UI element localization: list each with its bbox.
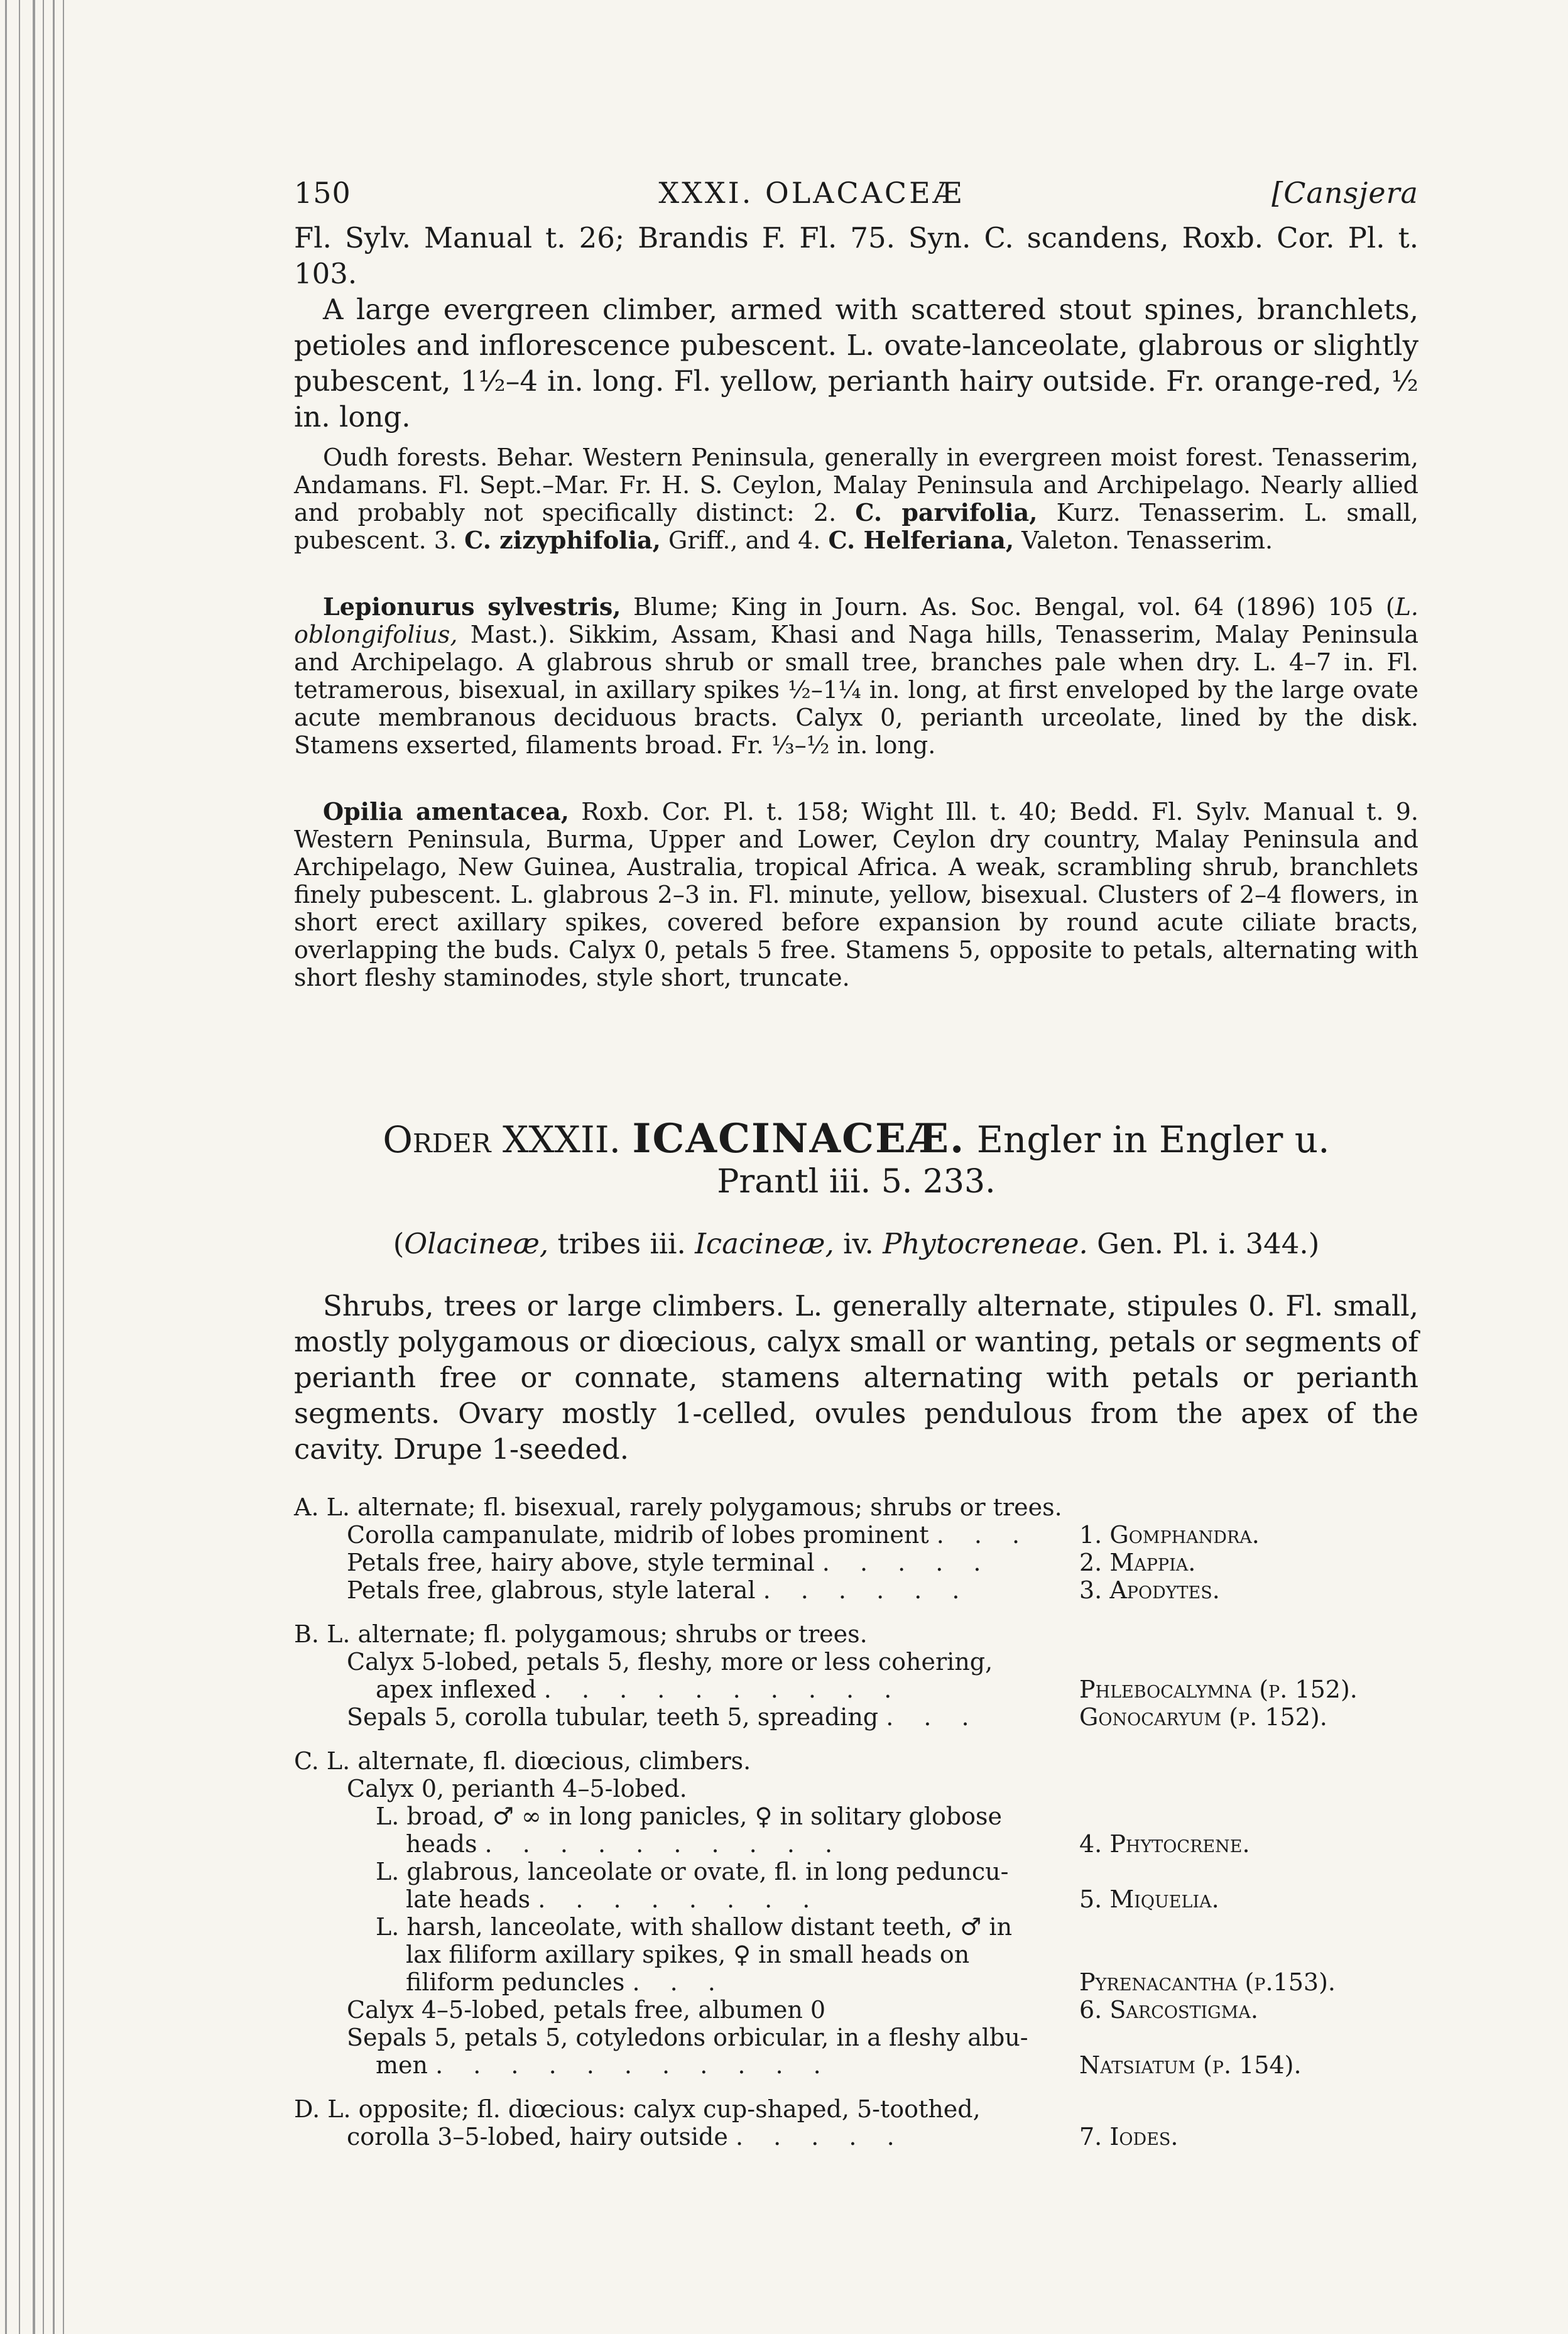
key-row-text: Calyx 5-lobed, petals 5, fleshy, more or less cohering, [347, 1648, 993, 1676]
running-header [294, 176, 1418, 220]
cansjera-distribution: Oudh forests. Behar. Western Peninsula, generally in evergreen moist forest. Tenasserim, Andamans. Fl. Sept.–Mar. Fr. H. S. Ceylon, Malay Peninsula and Archipelago. Nearly allied and probably not specifically distinct: 2. C. parvifolia, Kurz. Tenasserim. L. small, pubescent. 3. C. zizyphifolia, Griff., and 4. C. Helferiana, Valeton. Tenasserim. [294, 444, 1418, 554]
cansjera-account [294, 220, 1418, 554]
key-row: men . . . . . . . . . . . Natsiatum (p. 154). [376, 2051, 1302, 2079]
cansjera-refs: Fl. Sylv. Manual t. 26; Brandis F. Fl. 75. Syn. C. scandens, Roxb. Cor. Pl. t. 103. [294, 221, 1418, 290]
key-row: late heads . . . . . . . . 5. Miquelia. [406, 1885, 1219, 1913]
gutter-line [19, 0, 20, 2334]
key-row-text: L. harsh, lanceolate, with shallow distant teeth, ♂ in [376, 1913, 1013, 1941]
key-row: Petals free, glabrous, style lateral . . . . . . 3. Apodytes. [347, 1576, 1220, 1604]
genus-key [294, 1493, 1418, 2151]
key-row-text: L. glabrous, lanceolate or ovate, fl. in long peduncu- [376, 1858, 1009, 1885]
gutter-line [43, 0, 44, 2334]
order-label: Order XXXII. [383, 1118, 621, 1161]
scan-gutter [0, 0, 69, 2334]
key-row-text: Sepals 5, petals 5, cotyledons orbicular, in a fleshy albu- [347, 2024, 1028, 2051]
cansjera-description: A large evergreen climber, armed with scattered stout spines, branchlets, petioles and inflorescence pubescent. L. ovate-lanceolate, glabrous or slightly pubescent, 1½–4 in. long. Fl. yellow, perianth hairy outside. Fr. orange-red, ½ in. long. [294, 293, 1418, 434]
key-row: filiform peduncles . . . Pyrenacantha (p.153). [406, 1968, 1336, 1996]
key-group-b [294, 1620, 1418, 1731]
gutter-line [63, 0, 64, 2334]
page [294, 176, 1418, 2151]
key-row: apex inflexed . . . . . . . . . . Phlebocalymna (p. 152). [376, 1676, 1358, 1703]
key-group-d [294, 2095, 1418, 2151]
key-c-head: C. L. alternate, fl. diœcious, climbers. [294, 1747, 751, 1775]
lepionurus-paragraph: Lepionurus sylvestris, Blume; King in Journ. As. Soc. Bengal, vol. 64 (1896) 105 (L. oblongifolius, Mast.). Sikkim, Assam, Khasi and Naga hills, Tenasserim, Malay Peninsula and Archipelago. A glabrous shrub or small tree, branches pale when dry. L. 4–7 in. Fl. tetramerous, bisexual, in axillary spikes ½–1¼ in. long, at first enveloped by the large ovate acute membranous deciduous bracts. Calyx 0, perianth urceolate, lined by the disk. Stamens exserted, filaments broad. Fr. ⅓–½ in. long. [294, 592, 1419, 759]
gutter-line [5, 0, 7, 2334]
key-group-c [294, 1747, 1418, 2079]
key-group-a [294, 1493, 1418, 1604]
order-synonymy: (Olacineæ, tribes iii. Icacineæ, iv. Phytocreneae. Gen. Pl. i. 344.) [393, 1227, 1320, 1260]
key-row: corolla 3–5-lobed, hairy outside . . . . . 7. Iodes. [347, 2123, 1179, 2151]
key-row: Corolla campanulate, midrib of lobes prominent . . . 1. Gomphandra. [347, 1521, 1260, 1549]
key-row: heads . . . . . . . . . . 4. Phytocrene. [406, 1830, 1250, 1858]
gutter-line [33, 0, 35, 2334]
key-row: Sepals 5, corolla tubular, teeth 5, spreading . . . Gonocaryum (p. 152). [347, 1703, 1327, 1731]
genus-running-title: [Cansjera [1271, 176, 1418, 210]
family-title: XXXI. OLACACEÆ [658, 176, 964, 210]
key-row-text: lax filiform axillary spikes, ♀ in small heads on [406, 1941, 970, 1968]
order-name: ICACINACEÆ. [632, 1115, 966, 1162]
order-heading [294, 1117, 1418, 1202]
order-authority: Engler in Engler u. [976, 1118, 1330, 1161]
page-number: 150 [294, 176, 351, 210]
gutter-line [53, 0, 55, 2334]
order-reference: Prantl iii. 5. 233. [717, 1163, 996, 1201]
key-a-head: A. L. alternate; fl. bisexual, rarely polygamous; shrubs or trees. [294, 1493, 1062, 1521]
key-row: Calyx 4–5-lobed, petals free, albumen 0 6. Sarcostigma. [347, 1996, 1258, 2024]
order-description: Shrubs, trees or large climbers. L. generally alternate, stipules 0. Fl. small, mostly polygamous or diœcious, calyx small or wanting, petals or segments of perianth free or connate, stamens alternating with petals or perianth segments. Ovary mostly 1-celled, ovules pendulous from the apex of the cavity. Drupe 1-seeded. [294, 1289, 1418, 1466]
key-row-text: L. broad, ♂ ∞ in long panicles, ♀ in solitary globose [376, 1802, 1003, 1830]
opilia-paragraph: Opilia amentacea, Roxb. Cor. Pl. t. 158; Wight Ill. t. 40; Bedd. Fl. Sylv. Manual t. 9. Western Peninsula, Burma, Upper and Lower, Ceylon dry country, Malay Peninsula and Archipelago, New Guinea, Australia, tropical Africa. A weak, scrambling shrub, branchlets finely pubescent. L. glabrous 2–3 in. Fl. minute, yellow, bisexual. Clusters of 2–4 flowers, in short erect axillary spikes, covered before expansion by round acute ciliate bracts, overlapping the buds. Calyx 0, petals 5 free. Stamens 5, opposite to petals, alternating with short fleshy staminodes, style short, truncate. [294, 797, 1418, 991]
key-d-head: D. L. opposite; fl. diœcious: calyx cup-shaped, 5-toothed, [294, 2095, 981, 2123]
key-b-head: B. L. alternate; fl. polygamous; shrubs or trees. [294, 1620, 868, 1648]
key-row: Petals free, hairy above, style terminal . . . . . 2. Mappia. [347, 1549, 1196, 1576]
key-row-text: Calyx 0, perianth 4–5-lobed. [347, 1775, 687, 1802]
